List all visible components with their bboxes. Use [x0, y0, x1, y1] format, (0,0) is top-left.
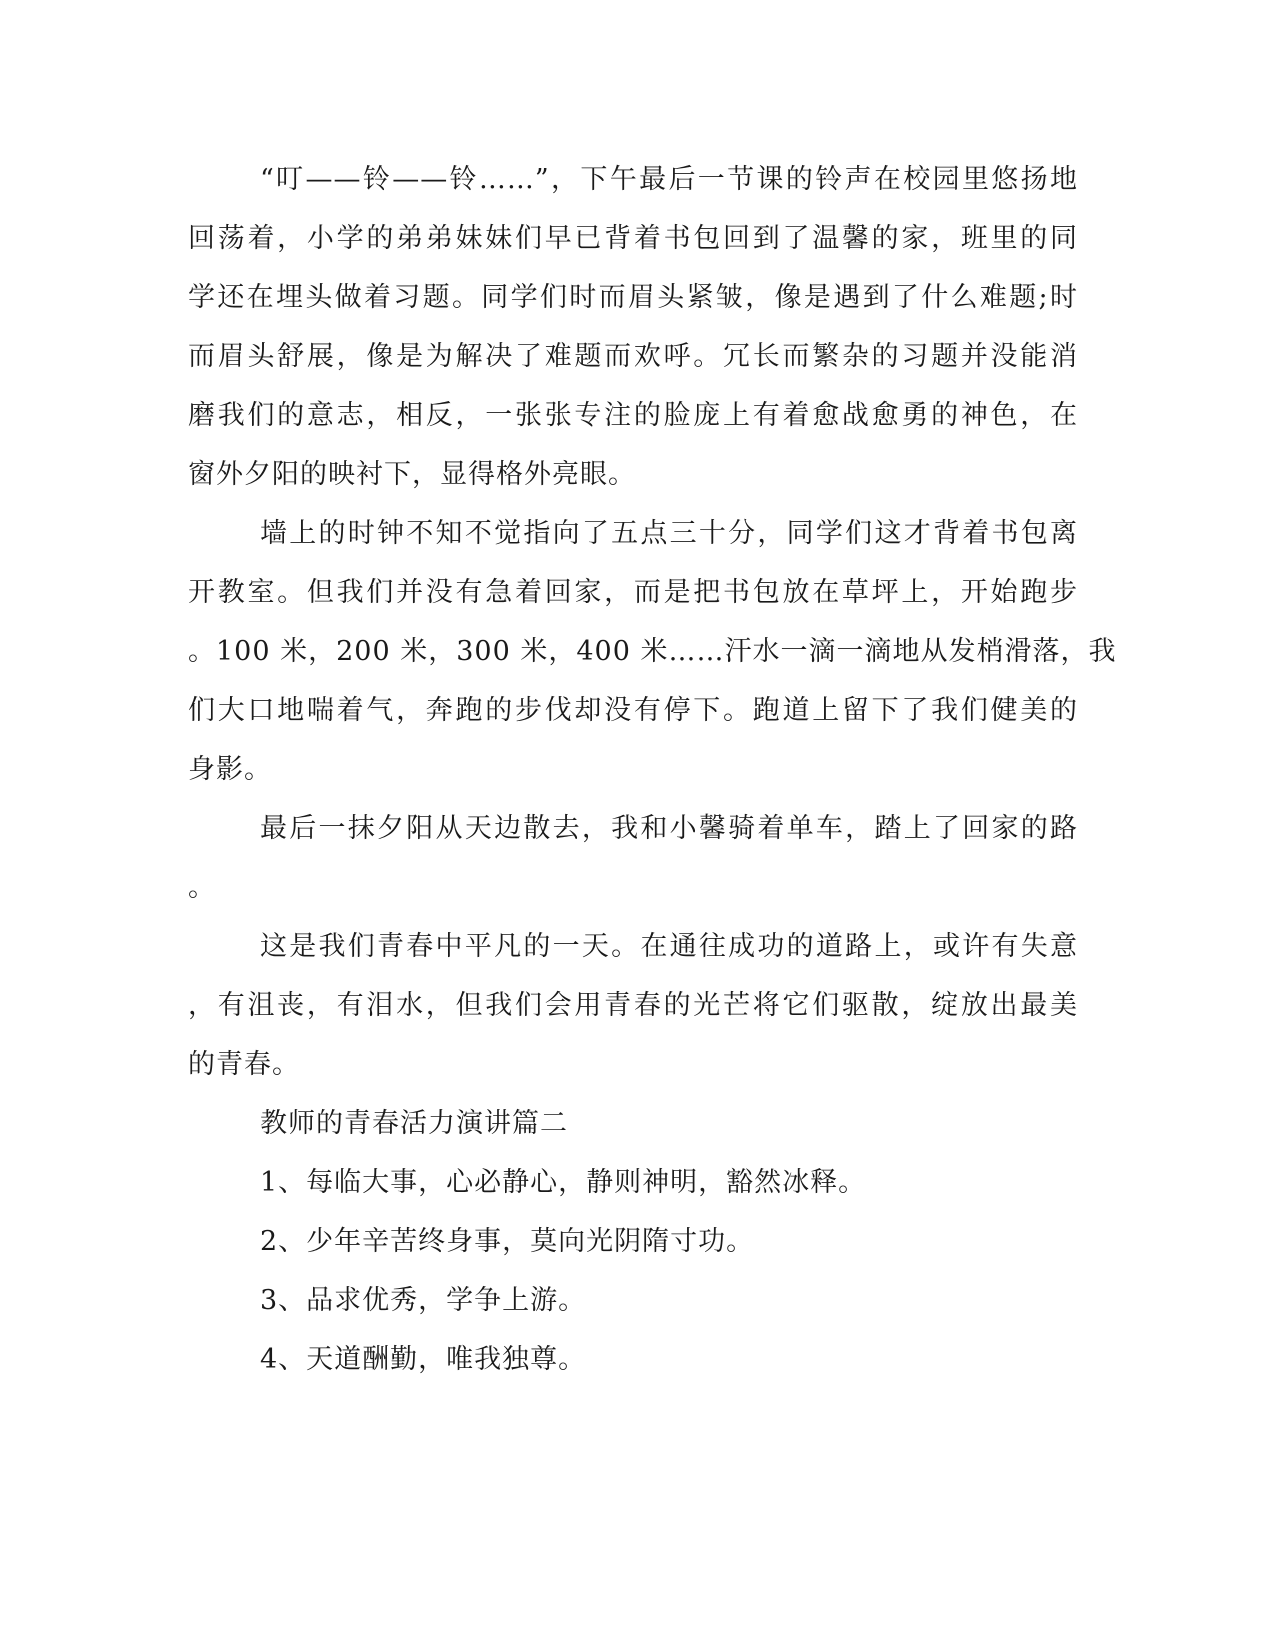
- paragraph-2-line-3: 。100 米，200 米，300 米，400 米……汗水一滴一滴地从发梢滑落，我: [188, 636, 1117, 667]
- paragraph-2-line-1: 墙上的时钟不知不觉指向了五点三十分，同学们这才背着书包离: [260, 518, 1078, 549]
- paragraph-4-line-2: ，有沮丧，有泪水，但我们会用青春的光芒将它们驱散，绽放出最美: [188, 990, 1078, 1021]
- list-item-4: 4、天道酬勤，唯我独尊。: [260, 1344, 587, 1375]
- list-item-2: 2、少年辛苦终身事，莫向光阴隋寸功。: [260, 1226, 755, 1257]
- paragraph-3-line-1: 最后一抹夕阳从天边散去，我和小馨骑着单车，踏上了回家的路: [260, 813, 1078, 844]
- paragraph-2-line-4: 们大口地喘着气，奔跑的步伐却没有停下。跑道上留下了我们健美的: [188, 695, 1078, 726]
- paragraph-1-line-6: 窗外夕阳的映衬下，显得格外亮眼。: [188, 459, 636, 490]
- list-item-3: 3、品求优秀，学争上游。: [260, 1285, 587, 1316]
- section-title: 教师的青春活力演讲篇二: [260, 1108, 568, 1139]
- paragraph-1-line-5: 磨我们的意志，相反，一张张专注的脸庞上有着愈战愈勇的神色，在: [188, 400, 1078, 431]
- paragraph-1-line-2: 回荡着，小学的弟弟妹妹们早已背着书包回到了温馨的家，班里的同: [188, 223, 1078, 254]
- paragraph-1-line-1: “叮——铃——铃……”，下午最后一节课的铃声在校园里悠扬地: [260, 164, 1078, 195]
- paragraph-2-line-2: 开教室。但我们并没有急着回家，而是把书包放在草坪上，开始跑步: [188, 577, 1078, 608]
- paragraph-1-line-4: 而眉头舒展，像是为解决了难题而欢呼。冗长而繁杂的习题并没能消: [188, 341, 1078, 372]
- paragraph-2-line-5: 身影。: [188, 754, 272, 785]
- paragraph-1-line-3: 学还在埋头做着习题。同学们时而眉头紧皱，像是遇到了什么难题;时: [188, 282, 1078, 313]
- list-item-1: 1、每临大事，心必静心，静则神明，豁然冰释。: [260, 1167, 867, 1198]
- paragraph-4-line-3: 的青春。: [188, 1049, 300, 1080]
- paragraph-3-line-2: 。: [188, 872, 216, 903]
- paragraph-4-line-1: 这是我们青春中平凡的一天。在通往成功的道路上，或许有失意: [260, 931, 1078, 962]
